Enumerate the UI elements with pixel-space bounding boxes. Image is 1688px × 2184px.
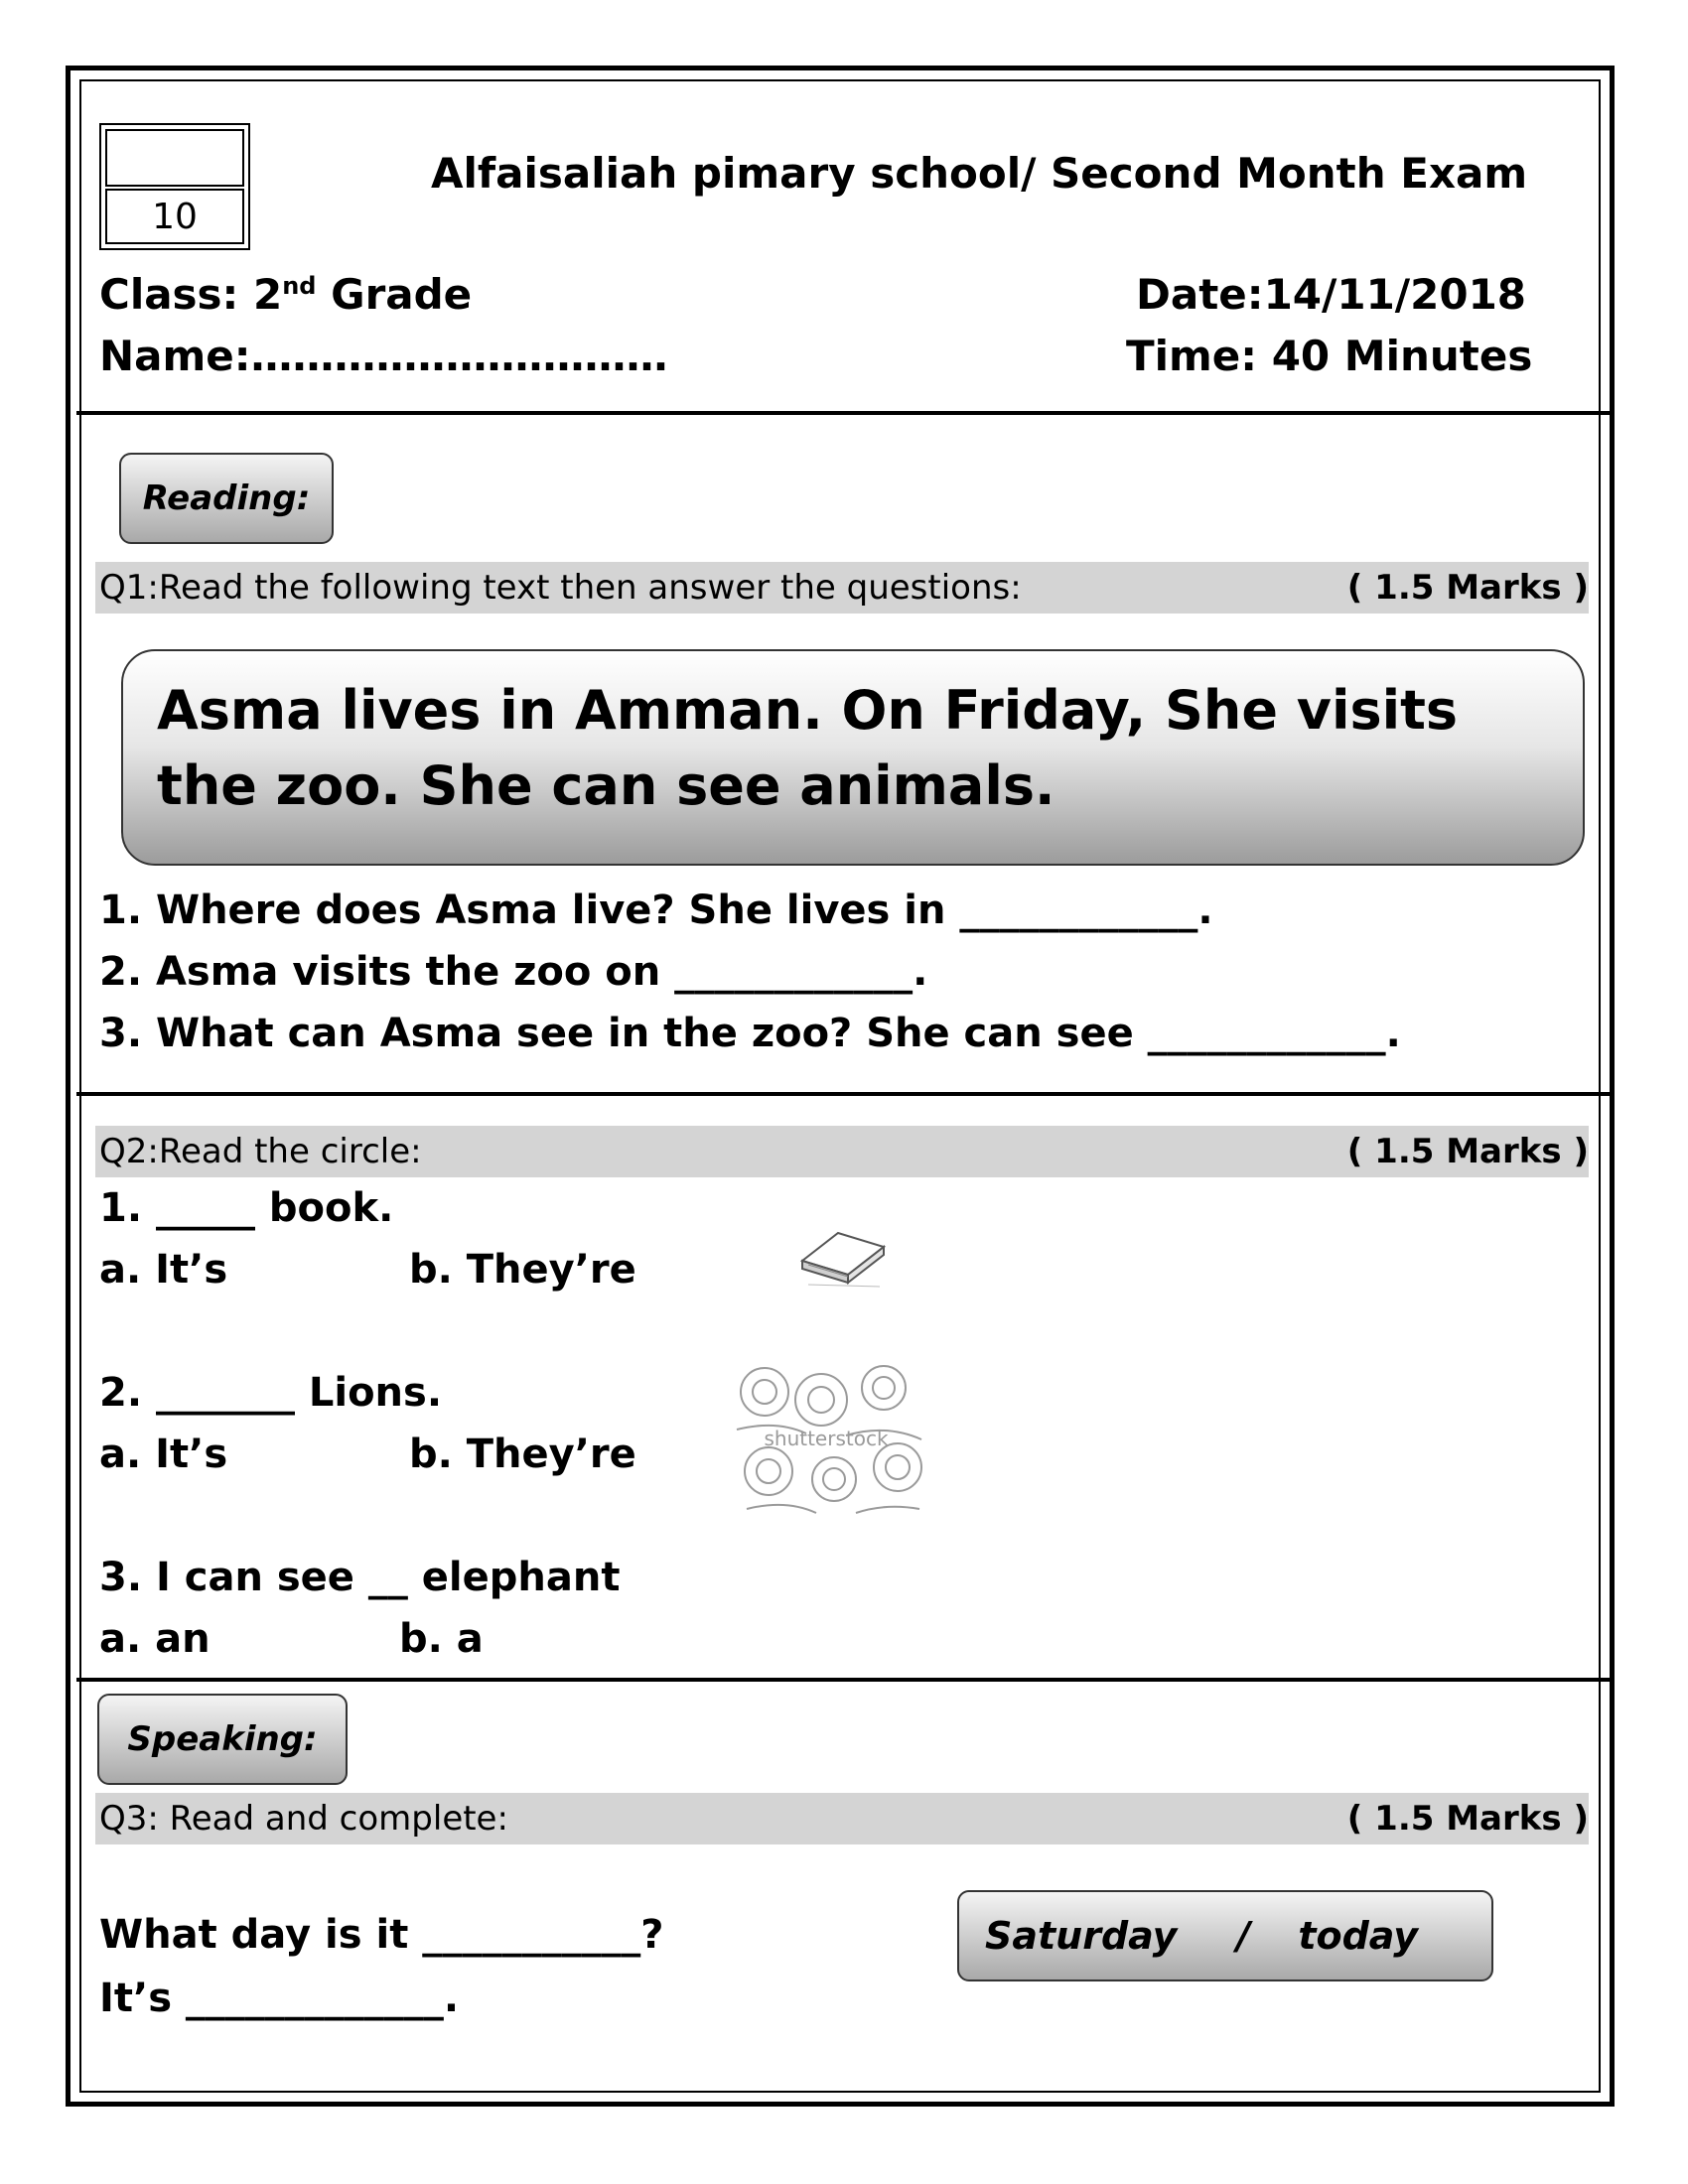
speaking-section-label: Speaking: (97, 1694, 348, 1785)
image-watermark: shutterstock (764, 1427, 889, 1450)
score-total: 10 (105, 189, 244, 244)
exam-title: Alfaisaliah pimary school/ Second Month Exam (431, 149, 1528, 198)
word-today: today (1298, 1914, 1419, 1958)
word-saturday: Saturday (985, 1914, 1178, 1958)
q1-title: Q1:Read the following text then answer the questions: (99, 568, 1022, 608)
q2-marks: ( 1.5 Marks ) (1346, 1132, 1589, 1171)
q3-line-1: What day is it ___________? (99, 1912, 664, 1958)
exam-time: Time: 40 Minutes (1126, 332, 1533, 380)
name-field[interactable]: Name:………………………… (99, 332, 668, 380)
lions-image (717, 1350, 935, 1529)
score-box (99, 123, 250, 250)
q1-bar (95, 562, 1589, 614)
q1-item-2: 2. Asma visits the zoo on ____________. (99, 949, 928, 995)
class-text: Class: 2 (99, 270, 283, 319)
class-suffix: Grade (316, 270, 473, 319)
q3-bar (95, 1793, 1589, 1844)
q2-item-1-stem: 1. _____ book. (99, 1185, 394, 1231)
q2-bar (95, 1126, 1589, 1177)
q1-item-1: 1. Where does Asma live? She lives in ____________. (99, 887, 1213, 933)
q2-item-3-option-b[interactable]: b. a (399, 1616, 484, 1662)
word-separator: / (1236, 1914, 1251, 1958)
divider-reading (76, 1092, 1612, 1096)
q2-item-2-option-b[interactable]: b. They’re (409, 1432, 636, 1477)
q2-item-3-stem: 3. I can see __ elephant (99, 1555, 621, 1600)
divider-header (76, 411, 1612, 415)
q1-marks: ( 1.5 Marks ) (1346, 568, 1589, 608)
reading-passage: Asma lives in Amman. On Friday, She visits the zoo. She can see animals. (121, 649, 1585, 866)
q3-marks: ( 1.5 Marks ) (1346, 1799, 1589, 1839)
reading-section-label: Reading: (119, 453, 334, 544)
q3-line-2: It’s _____________. (99, 1976, 460, 2021)
q2-title: Q2:Read the circle: (99, 1132, 422, 1171)
exam-date: Date:14/11/2018 (1136, 270, 1527, 319)
q1-item-3: 3. What can Asma see in the zoo? She can see ____________. (99, 1011, 1401, 1056)
page-border-inner (79, 79, 1601, 2093)
word-box (957, 1890, 1493, 1981)
q2-item-3-option-a[interactable]: a. an (99, 1616, 211, 1662)
class-label (99, 270, 472, 319)
q2-item-2-stem: 2. _______ Lions. (99, 1370, 443, 1416)
q2-item-1-option-a[interactable]: a. It’s (99, 1247, 228, 1293)
q2-item-2-option-a[interactable]: a. It’s (99, 1432, 228, 1477)
divider-q2 (76, 1678, 1612, 1682)
q3-title: Q3: Read and complete: (99, 1799, 508, 1839)
class-sup: nd (282, 272, 317, 300)
q2-item-1-option-b[interactable]: b. They’re (409, 1247, 636, 1293)
book-icon (794, 1213, 894, 1293)
score-input-box[interactable] (105, 129, 244, 187)
